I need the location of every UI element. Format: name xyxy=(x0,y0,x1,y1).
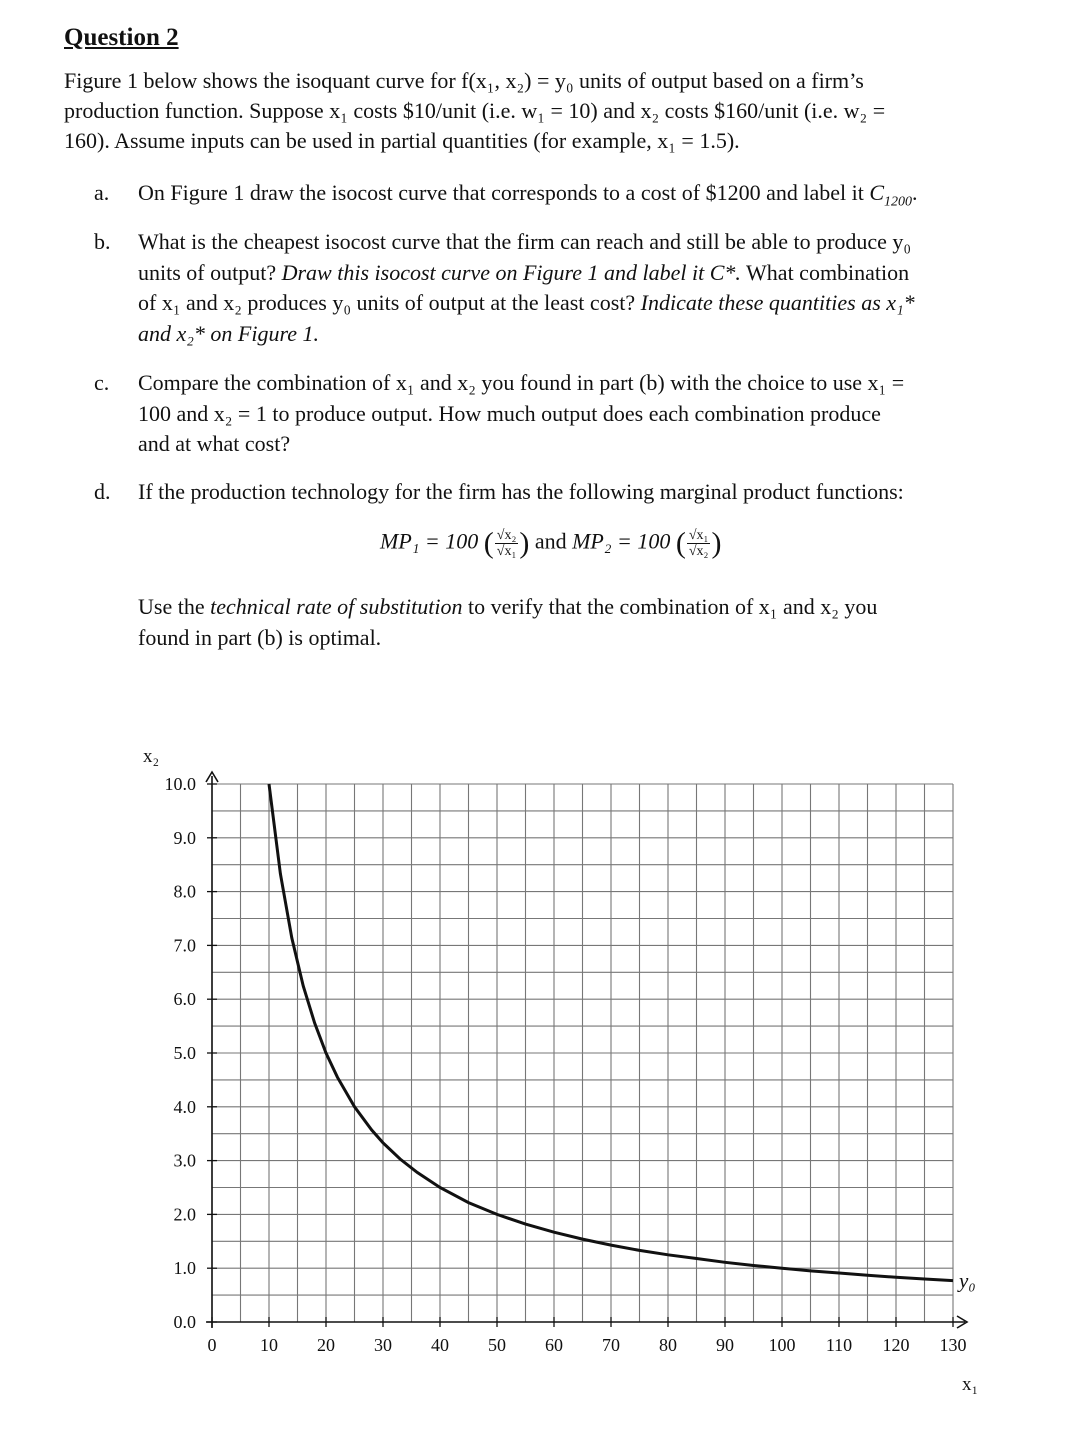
mp-connector: and xyxy=(534,528,573,554)
isoquant-label: y₀ xyxy=(959,1268,976,1293)
x-tick-label: 90 xyxy=(716,1335,734,1355)
y-tick-label: 9.0 xyxy=(173,827,196,848)
chart-axes xyxy=(206,772,967,1328)
part-b-label: b. xyxy=(94,229,111,254)
y-tick-label: 2.0 xyxy=(173,1204,196,1225)
part-a-end: . xyxy=(912,180,918,205)
mp2-denominator: √x₂ xyxy=(688,544,709,559)
y-tick-label: 0.0 xyxy=(173,1312,196,1332)
mp1-numerator: √x₂ xyxy=(496,528,517,543)
x-tick-label: 0 xyxy=(207,1335,217,1355)
part-d-line-1: If the production technology for the firm has the following marginal product functions: xyxy=(138,479,904,504)
y-tick-label: 8.0 xyxy=(173,881,196,902)
y-tick-label: 6.0 xyxy=(173,989,196,1010)
x-tick-label: 20 xyxy=(317,1335,335,1355)
x-tick-label: 130 xyxy=(939,1335,967,1355)
mp2-lhs: MP₂ = 100 xyxy=(572,528,671,554)
part-b-line-1: What is the cheapest isocost curve that the firm can reach and still be able to produce y₀ xyxy=(138,229,912,254)
part-a-cost-label: C xyxy=(869,180,885,205)
mp2-numerator: √x₁ xyxy=(688,528,709,543)
mp1-fraction xyxy=(495,528,519,559)
part-b-line-2-italic: Draw this isocost curve on Figure 1 and label it C*. xyxy=(281,259,741,285)
intro-paragraph xyxy=(64,66,1024,156)
part-d-after-line-2: found in part (b) is optimal. xyxy=(138,624,382,650)
intro-line-3: 160). Assume inputs can be used in partial quantities (for example, x₁ = 1.5). xyxy=(64,128,740,153)
x-tick-label: 30 xyxy=(374,1335,392,1355)
x-tick-label: 10 xyxy=(260,1335,278,1355)
part-b-line-2-tail: What combination xyxy=(740,259,910,285)
part-c-line-1: Compare the combination of x₁ and x₂ you found in part (b) with the choice to use x₁ = xyxy=(138,370,905,395)
part-b-line-3-plain: of x₁ and x₂ produces y₀ units of output at the least cost? xyxy=(138,290,641,315)
y-tick-label: 4.0 xyxy=(173,1096,196,1117)
intro-line-1: Figure 1 below shows the isoquant curve for f(x₁, x₂) = y₀ units of output based on a firm’s xyxy=(64,68,864,93)
x-axis-label: x₁ xyxy=(962,1374,979,1395)
part-c-label: c. xyxy=(94,370,110,395)
part-c-line-3: and at what cost? xyxy=(138,431,291,456)
part-a-text: On Figure 1 draw the isocost curve that corresponds to a cost of $1200 and label it xyxy=(138,180,870,205)
part-a-cost-sub: 1200 xyxy=(884,194,913,210)
intro-line-2: production function. Suppose x₁ costs $10/unit (i.e. w₁ = 10) and x₂ costs $160/unit (i.e. w₂ = xyxy=(64,98,886,123)
x-tick-label: 60 xyxy=(545,1335,563,1355)
part-b-line-2-plain: units of output? xyxy=(138,259,282,285)
part-a-label: a. xyxy=(94,180,110,205)
part-b-line-3-italic: Indicate these quantities as x₁* xyxy=(640,290,915,315)
part-d-after-italic: technical rate of substitution xyxy=(210,594,463,619)
mp1-lhs: MP₁ = 100 xyxy=(380,528,479,554)
part-b-line-4: and x₂* on Figure 1. xyxy=(138,320,319,346)
part-d-after-plain-2: to verify that the combination of x₁ and x₂ you xyxy=(462,594,878,619)
part-d-label: d. xyxy=(94,479,111,504)
x-tick-label: 120 xyxy=(882,1335,910,1355)
y-tick-label: 1.0 xyxy=(173,1258,196,1279)
x-tick-label: 110 xyxy=(825,1335,853,1355)
marginal-product-formula: MP₁ = 100 ( $\frac{\text{√x₂}}{\text{√x₁}}$ ) and MP₂ = 100 ( $\frac{\text{√x₁}}{\text{√x₂}}$ ) xyxy=(380,526,722,560)
x-tick-label: 40 xyxy=(431,1335,449,1355)
y-axis-label: x₂ xyxy=(143,746,160,767)
x-tick-label: 70 xyxy=(602,1335,620,1355)
y-tick-label: 7.0 xyxy=(173,935,196,956)
part-c-line-2: 100 and x₂ = 1 to produce output. How much output does each combination produce xyxy=(138,400,881,426)
x-tick-label: 50 xyxy=(488,1335,506,1355)
part-d-after-plain-1: Use the xyxy=(138,594,211,619)
x-tick-label: 100 xyxy=(768,1335,796,1355)
isoquant-chart xyxy=(0,730,1080,1410)
mp1-denominator: √x₁ xyxy=(496,544,517,559)
x-tick-label: 80 xyxy=(659,1335,677,1355)
y-tick-label: 5.0 xyxy=(173,1043,196,1063)
chart-grid xyxy=(212,784,953,1322)
mp2-fraction xyxy=(687,528,711,559)
y-tick-label: 3.0 xyxy=(173,1150,196,1171)
question-heading: Question 2 xyxy=(64,24,179,51)
y-tick-label: 10.0 xyxy=(164,774,196,794)
